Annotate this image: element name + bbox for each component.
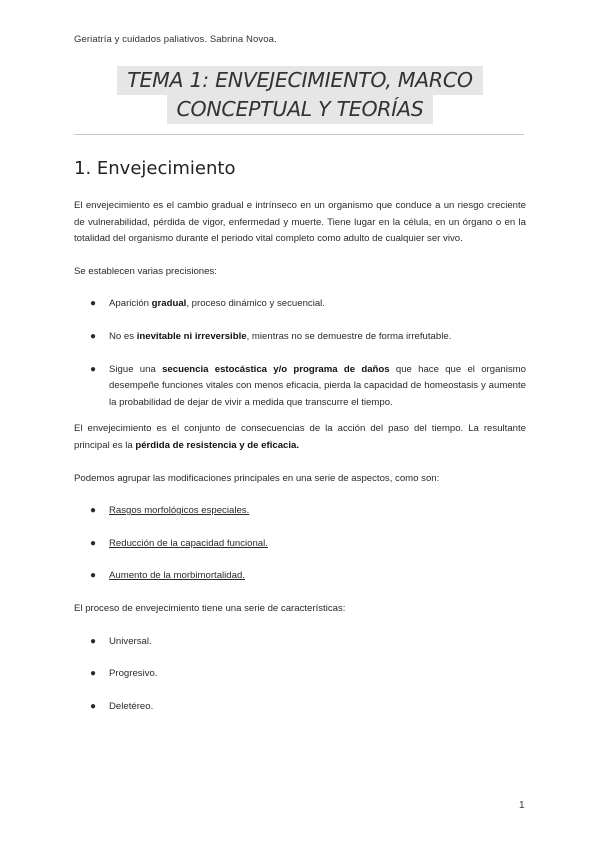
list-item: ● Sigue una secuencia estocástica y/o programa de daños que hace que el organismo desempeñe funciones vitales con menos eficacia, pierda la capacidad de homeostasis y aumente la probabilidad de dejar de vivir a medida que transcurre el tiempo. — [90, 363, 526, 408]
title-line-1: TEMA 1: ENVEJECIMIENTO, MARCO — [117, 66, 482, 95]
paragraph-consequences: El envejecimiento es el conjunto de consecuencias de la acción del paso del tiempo. La resultante principal es la pérdida de resistencia y de eficacia. — [74, 423, 526, 451]
list-item: ● Rasgos morfológicos especiales. — [74, 503, 526, 520]
page-number: 1 — [519, 800, 525, 811]
list-item: ● Aumento de la morbimortalidad. — [74, 568, 526, 585]
bullet-icon: ● — [90, 298, 97, 310]
paragraph-precisions-intro: Se establecen varias precisiones: — [74, 265, 217, 277]
bullet-icon: ● — [90, 668, 97, 680]
title-divider — [74, 134, 524, 135]
characteristics-list — [74, 634, 526, 716]
title-line-2: CONCEPTUAL Y TEORÍAS — [167, 95, 434, 124]
list-item: ● Reducción de la capacidad funcional. — [74, 536, 526, 553]
list-item: ● Aparición gradual, proceso dinámico y secuencial. — [74, 296, 526, 313]
paragraph-aspects-intro: Podemos agrupar las modificaciones principales en una serie de aspectos, como son: — [74, 472, 440, 484]
document-body — [74, 198, 526, 715]
list-item: ● Progresivo. — [74, 666, 526, 683]
paragraph-definition: El envejecimiento es el cambio gradual e intrínseco en un organismo que conduce a un riesgo creciente de vulnerabilidad, pérdida de vigor, enfermedad y muerte. Tiene lugar en la célula, en un órgano o en la totalidad del organismo durante el periodo vital completo como adulto de cualquier ser vivo. — [74, 200, 526, 245]
bullet-icon: ● — [90, 505, 97, 517]
bullet-icon: ● — [90, 570, 97, 582]
aspects-list — [74, 503, 526, 585]
document-title — [74, 66, 526, 124]
paragraph-characteristics-intro: El proceso de envejecimiento tiene una serie de características: — [74, 602, 346, 614]
bullet-icon: ● — [90, 700, 97, 712]
bullet-icon: ● — [90, 330, 97, 342]
list-item: ● Deletéreo. — [74, 699, 526, 716]
bullet-icon: ● — [90, 635, 97, 647]
precisions-list — [74, 296, 526, 411]
list-item: ● Universal. — [74, 634, 526, 651]
bullet-icon: ● — [90, 537, 97, 549]
list-item: ● No es inevitable ni irreversible, mientras no se demuestre de forma irrefutable. — [74, 329, 526, 346]
page-header: Geriatría y cuidados paliativos. Sabrina Novoa. — [74, 34, 277, 45]
section-heading: 1. Envejecimiento — [74, 158, 236, 179]
bullet-icon: ● — [90, 363, 97, 375]
